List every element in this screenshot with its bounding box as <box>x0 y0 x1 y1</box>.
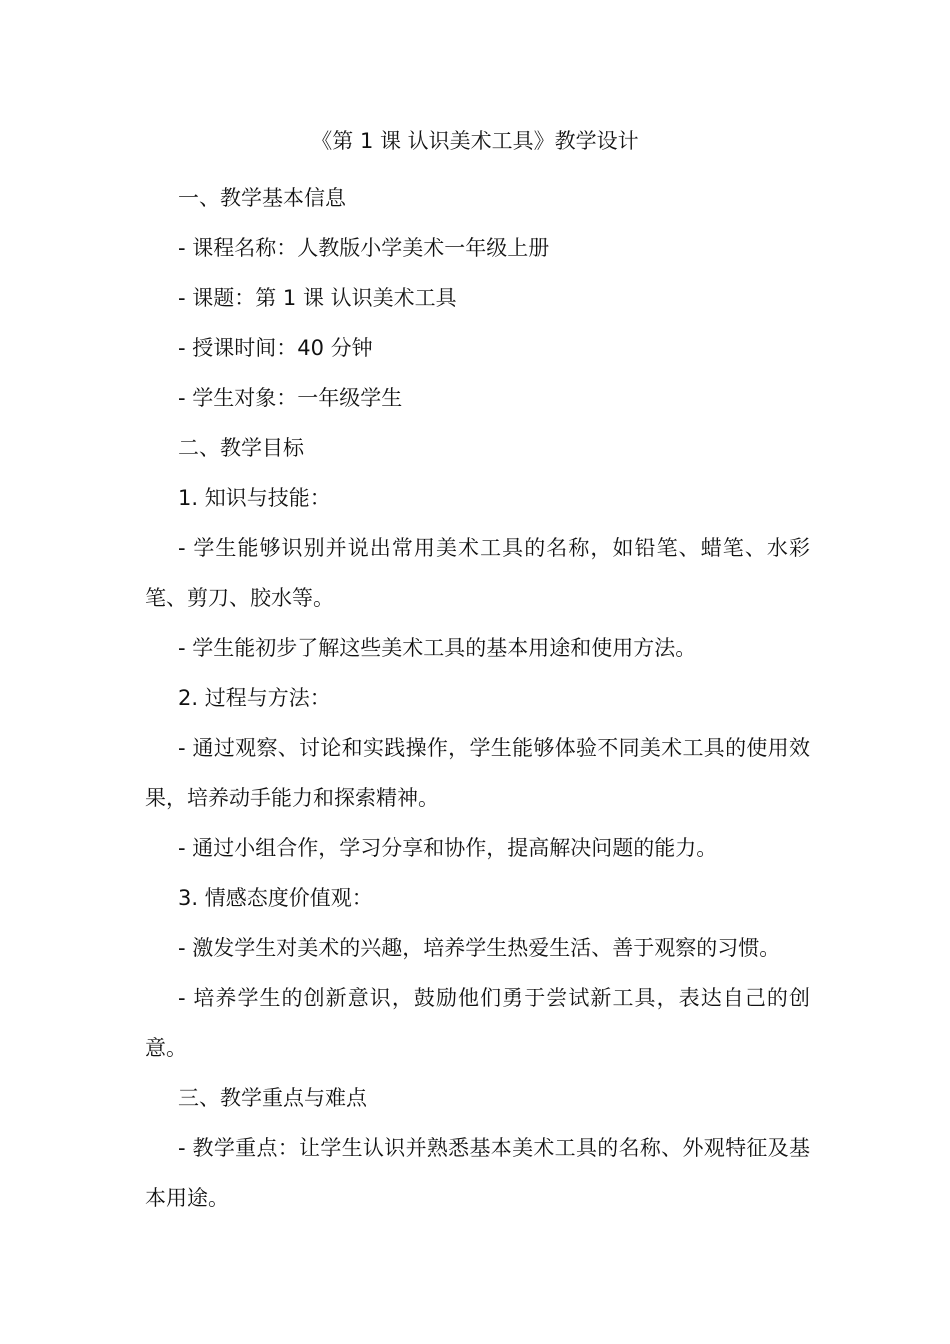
objective-attitude-heading: 3. 情感态度价值观： <box>178 886 373 910</box>
section-heading-key-points: 三、教学重点与难点 <box>178 1086 367 1110</box>
objective-attitude-item: - 激发学生对美术的兴趣，培养学生热爱生活、善于观察的习惯。 <box>178 936 781 960</box>
objective-attitude-item: - 培养学生的创新意识，鼓励他们勇于尝试新工具，表达自己的创意。 <box>145 986 810 1060</box>
objective-knowledge-heading: 1. 知识与技能： <box>178 486 331 510</box>
document-body <box>145 173 810 1223</box>
student-target-line: - 学生对象：一年级学生 <box>178 386 403 410</box>
objective-knowledge-item: - 学生能够识别并说出常用美术工具的名称，如铅笔、蜡笔、水彩笔、剪刀、胶水等。 <box>145 536 810 610</box>
objective-process-item: - 通过观察、讨论和实践操作，学生能够体验不同美术工具的使用效果，培养动手能力和探索精神。 <box>145 736 810 810</box>
key-point-item: - 教学重点：让学生认识并熟悉基本美术工具的名称、外观特征及基本用途。 <box>145 1136 810 1210</box>
class-duration-line: - 授课时间：40 分钟 <box>178 336 373 360</box>
lesson-topic-line: - 课题：第 1 课 认识美术工具 <box>178 286 457 310</box>
document-title: 《第 1 课 认识美术工具》教学设计 <box>311 129 639 153</box>
objective-process-item: - 通过小组合作，学习分享和协作，提高解决问题的能力。 <box>178 836 718 860</box>
section-heading-basic-info: 一、教学基本信息 <box>178 186 346 210</box>
section-heading-objectives: 二、教学目标 <box>178 436 304 460</box>
course-name-line: - 课程名称：人教版小学美术一年级上册 <box>178 236 550 260</box>
objective-knowledge-item: - 学生能初步了解这些美术工具的基本用途和使用方法。 <box>178 636 697 660</box>
objective-process-heading: 2. 过程与方法： <box>178 686 331 710</box>
